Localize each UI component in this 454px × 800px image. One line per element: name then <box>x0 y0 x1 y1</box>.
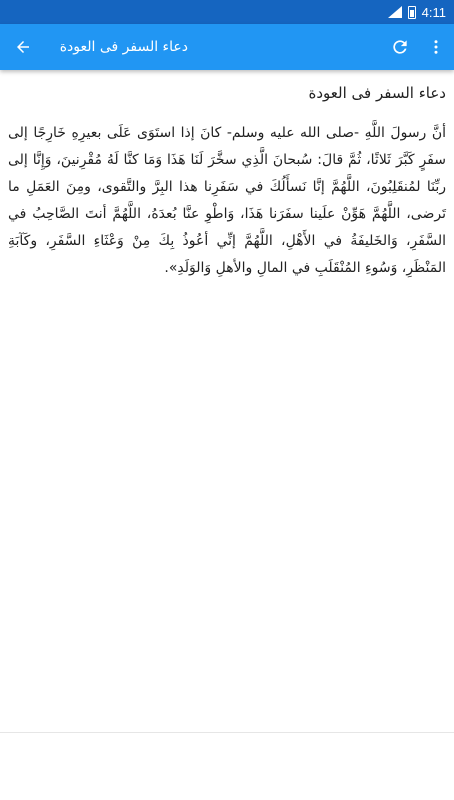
app-bar <box>0 24 454 70</box>
back-button[interactable] <box>5 29 41 65</box>
refresh-button[interactable] <box>382 29 418 65</box>
wifi-icon <box>388 6 402 18</box>
article-body: أنَّ رسولَ اللَّهِ -صلى الله عليه وسلم- كانَ إذا استَوَى عَلَى بعيرِهِ خَارِجًا إلى سفَرٍ كَبَّرَ ثَلاثًا، ثُمَّ قالَ: سُبحانَ الَّذِي سخَّرَ لَنَا هَذَا وَمَا كنَّا لَهُ مُقْرِنينَ، وَإِنَّا إلى ربِّنَا لمُنقَلِبُونَ، اللَّهُمَّ إنَّا نَسأَلُكَ في سَفَرِنا هذا البِرَّ والتَّقوى، ومِنَ العَمَلِ ما تَرضى، اللَّهُمَّ هَوِّنْ علَينا سفَرَنا هَذَا، وَاطْوِ عنَّا بُعدَهُ، اللَّهُمَّ أنتَ الصَّاحِبُ في السَّفَرِ، وَالخَليفَةُ في الأَهْلِ، اللَّهُمَّ إنِّي أعُوذُ بِكَ مِنْ وَعْثَاءِ السَّفَرِ، وكَآبَةِ المَنْظَرِ، وَسُوءِ المُنْقَلَبِ في المالِ والأهلِ وَالوَلَدِ». <box>8 125 446 276</box>
status-time: 4:11 <box>421 4 446 20</box>
app-bar-title: دعاء السفر فى العودة <box>59 39 188 55</box>
article-content <box>0 70 454 730</box>
arrow-back-icon <box>14 38 32 56</box>
refresh-icon <box>390 37 410 57</box>
article-title: دعاء السفر فى العودة <box>308 84 446 102</box>
more-vert-icon <box>427 38 445 56</box>
more-options-button[interactable] <box>418 29 454 65</box>
status-bar <box>0 0 454 24</box>
battery-icon <box>408 6 416 19</box>
bottom-area <box>0 732 454 800</box>
